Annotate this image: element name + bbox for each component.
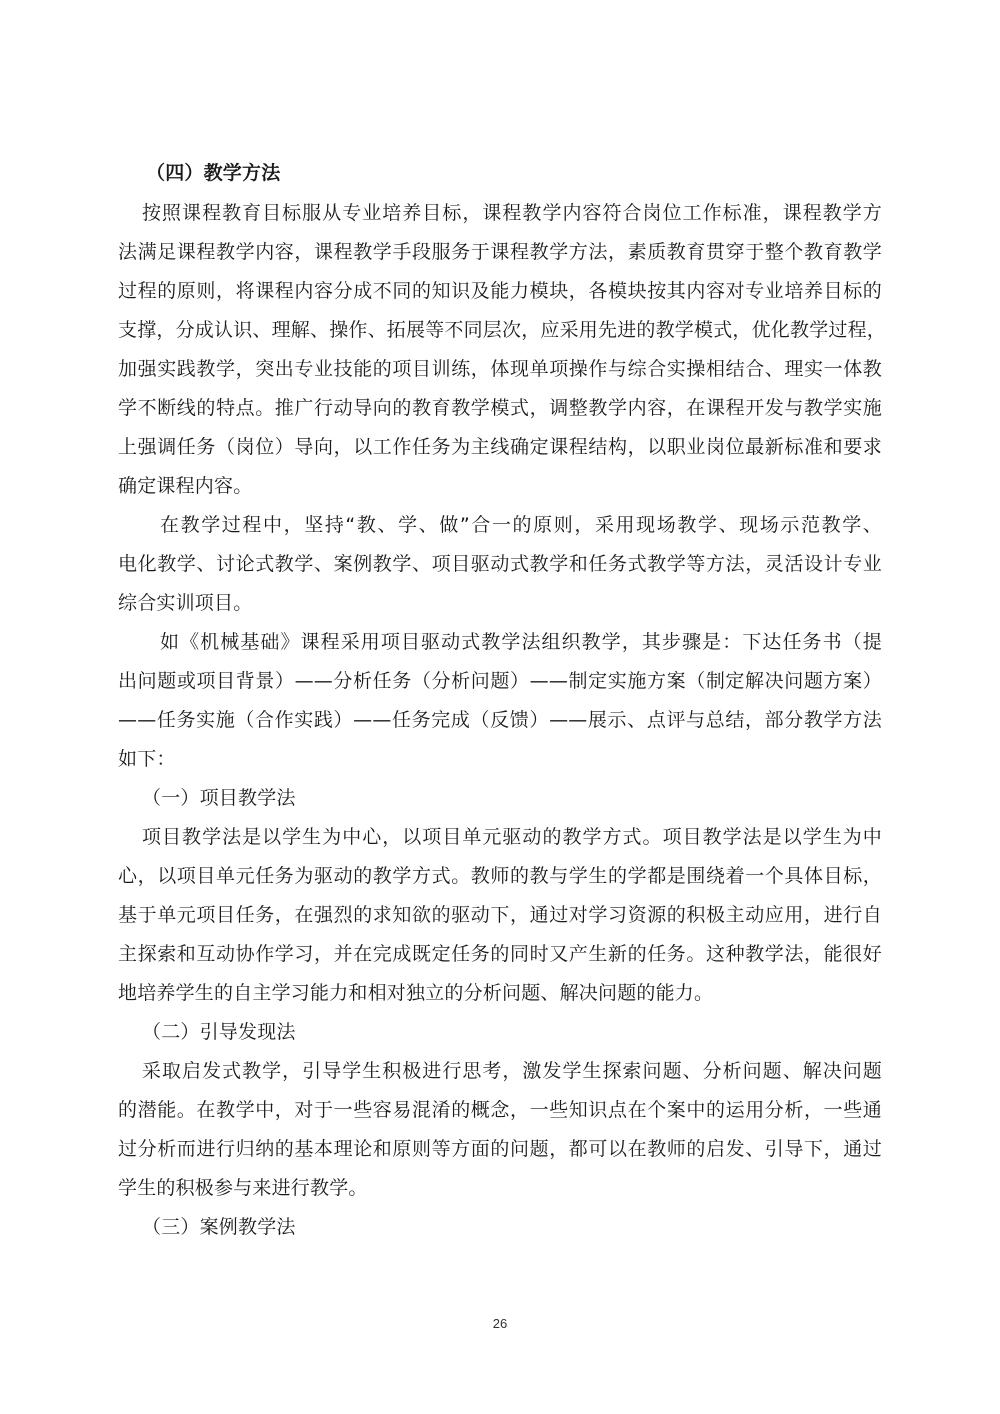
- paragraph-1-line-8: 确定课程内容。: [118, 475, 253, 497]
- paragraph-4-line-2: 心，以项目单元任务为驱动的教学方式。教师的教与学生的学都是围绕着一个具体目标，: [118, 865, 882, 887]
- section-heading: （四）教学方法: [146, 162, 281, 184]
- paragraph-1-line-5: 加强实践教学，突出专业技能的项目训练，体现单项操作与综合实操相结合、理实一体教: [118, 358, 882, 380]
- paragraph-4-line-3: 基于单元项目任务，在强烈的求知欲的驱动下，通过对学习资源的积极主动应用，进行自: [118, 904, 882, 926]
- paragraph-3-line-2: 出问题或项目背景）——分析任务（分析问题）——制定实施方案（制定解决问题方案）: [118, 670, 882, 692]
- sub-heading-project-teaching: （一）项目教学法: [142, 787, 296, 809]
- paragraph-1-line-2: 法满足课程教学内容，课程教学手段服务于课程教学方法，素质教育贯穿于整个教育教学: [118, 241, 882, 263]
- paragraph-2-line-1: 在教学过程中，坚持“教、学、做”合一的原则，采用现场教学、现场示范教学、: [160, 514, 882, 536]
- paragraph-1-line-3: 过程的原则，将课程内容分成不同的知识及能力模块，各模块按其内容对专业培养目标的: [118, 280, 882, 302]
- paragraph-1-line-4: 支撑，分成认识、理解、操作、拓展等不同层次，应采用先进的教学模式，优化教学过程，: [118, 319, 887, 341]
- paragraph-3-line-4: 如下：: [118, 748, 176, 770]
- paragraph-3-line-3: ——任务实施（合作实践）——任务完成（反馈）——展示、点评与总结，部分教学方法: [118, 709, 882, 731]
- paragraph-2-line-3: 综合实训项目。: [118, 592, 253, 614]
- paragraph-1-line-7: 上强调任务（岗位）导向，以工作任务为主线确定课程结构，以职业岗位最新标准和要求: [118, 436, 882, 458]
- paragraph-2-line-2: 电化教学、讨论式教学、案例教学、项目驱动式教学和任务式教学等方法，灵活设计专业: [118, 553, 882, 575]
- paragraph-4-line-4: 主探索和互动协作学习，并在完成既定任务的同时又产生新的任务。这种教学法，能很好: [118, 943, 882, 965]
- sub-heading-guided-discovery: （二）引导发现法: [142, 1021, 296, 1043]
- sub-heading-case-teaching: （三）案例教学法: [142, 1216, 296, 1238]
- paragraph-5-line-1: 采取启发式教学，引导学生积极进行思考，激发学生探索问题、分析问题、解决问题: [142, 1060, 882, 1082]
- paragraph-4-line-5: 地培养学生的自主学习能力和相对独立的分析问题、解决问题的能力。: [118, 982, 714, 1004]
- paragraph-4-line-1: 项目教学法是以学生为中心，以项目单元驱动的教学方式。项目教学法是以学生为中: [142, 826, 882, 848]
- page-number: 26: [492, 1316, 508, 1331]
- paragraph-3-line-1: 如《机械基础》课程采用项目驱动式教学法组织教学，其步骤是：下达任务书（提: [160, 631, 882, 653]
- paragraph-5-line-4: 学生的积极参与来进行教学。: [118, 1177, 368, 1199]
- paragraph-1-line-1: 按照课程教育目标服从专业培养目标，课程教学内容符合岗位工作标准，课程教学方: [142, 202, 882, 224]
- paragraph-5-line-2: 的潜能。在教学中，对于一些容易混淆的概念，一些知识点在个案中的运用分析，一些通: [118, 1099, 882, 1121]
- paragraph-5-line-3: 过分析而进行归纳的基本理论和原则等方面的问题，都可以在教师的启发、引导下，通过: [118, 1138, 882, 1160]
- paragraph-1-line-6: 学不断线的特点。推广行动导向的教育教学模式，调整教学内容，在课程开发与教学实施: [118, 397, 882, 419]
